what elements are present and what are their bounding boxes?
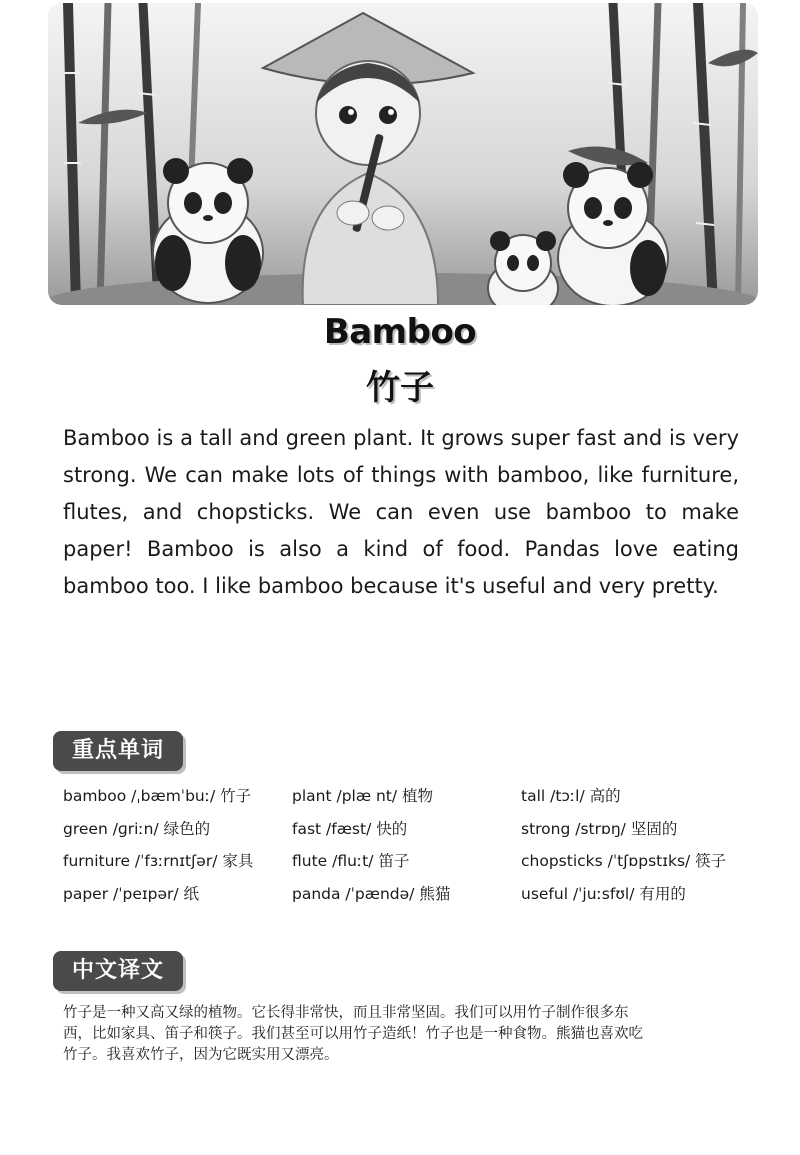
vocab-item-flute: flute /fluːt/ 笛子: [292, 852, 410, 870]
vocab-item-tall: tall /tɔːl/ 高的: [521, 787, 621, 805]
title-chinese: 竹子: [366, 368, 434, 408]
vocab-item-strong: strong /strɒŋ/ 坚固的: [521, 819, 678, 838]
vocab-item-paper: paper /ˈpeɪpər/ 纸: [63, 884, 200, 903]
vocabulary-heading: 重点单词: [53, 731, 183, 771]
passage-english: Bamboo is a tall and green plant. It grows super fast and is very strong. We can make lots of things with bamboo, like furniture, flutes, and chopsticks. We can even use bamboo to make paper! Bamboo is also a kind of food. Pandas love eating bamboo too. I like bamboo because it's useful and very pretty.: [63, 426, 739, 598]
translation-heading: 中文译文: [53, 951, 183, 991]
vocab-item-panda: panda /ˈpændə/ 熊猫: [292, 884, 451, 903]
vocab-item-bamboo: bamboo /ˌbæmˈbuː/ 竹子: [63, 787, 252, 805]
title-english: Bamboo: [323, 312, 477, 352]
vocab-item-fast: fast /fæst/ 快的: [292, 819, 408, 838]
vocab-item-plant: plant /plæ nt/ 植物: [292, 787, 434, 805]
girl-pandas-bamboo-illustration: [48, 3, 758, 305]
vocabulary-list: [63, 785, 763, 915]
vocab-item-chopsticks: chopsticks /ˈtʃɒpstɪks/ 筷子: [521, 852, 727, 870]
passage-chinese: 竹子是一种又高又绿的植物。它长得非常快，而且非常坚固。我们可以用竹子制作很多东西，比如家具、笛子和筷子。我们甚至可以用竹子造纸！竹子也是一种食物。熊猫也喜欢吃竹子。我喜欢竹子，因为它既实用又漂亮。: [63, 1005, 643, 1063]
vocab-item-furniture: furniture /ˈfɜːrnɪtʃər/ 家具: [63, 852, 254, 870]
vocab-item-useful: useful /ˈjuːsfʊl/ 有用的: [521, 884, 686, 903]
hero-illustration: [48, 3, 758, 305]
vocab-item-green: green /ɡriːn/ 绿色的: [63, 819, 211, 838]
